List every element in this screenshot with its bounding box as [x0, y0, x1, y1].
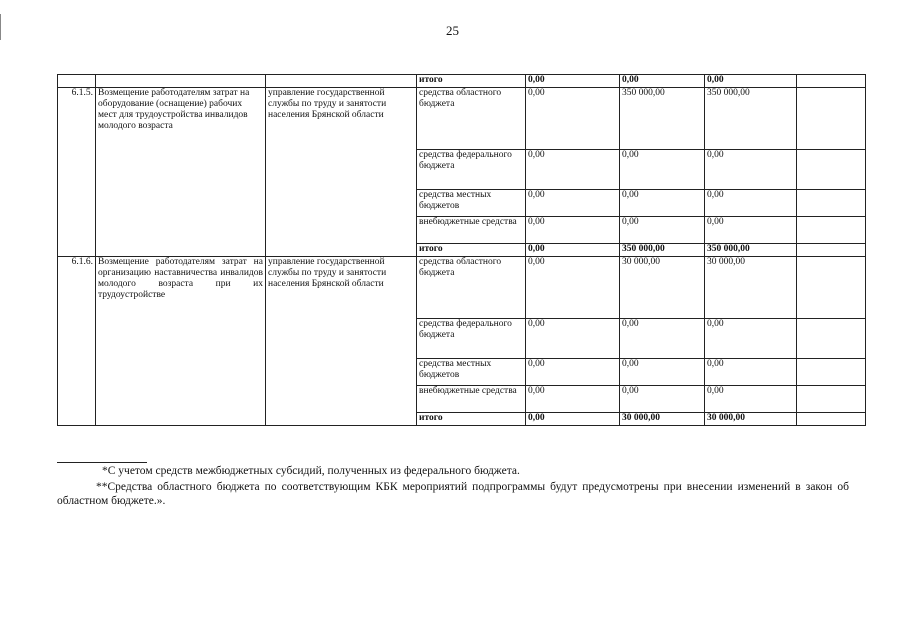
value-cell: 30 000,00 [705, 413, 797, 426]
value-cell: 0,00 [526, 386, 620, 413]
table-row [58, 88, 866, 150]
value-cell: 0,00 [705, 359, 797, 386]
value-cell: 30 000,00 [705, 257, 797, 319]
source-cell: внебюджетные средства [417, 217, 526, 244]
value-cell: 0,00 [526, 88, 620, 150]
value-cell: 350 000,00 [620, 88, 705, 150]
value-cell: 0,00 [526, 75, 620, 88]
source-cell: средства областного бюджета [417, 88, 526, 150]
source-cell: средства федерального бюджета [417, 319, 526, 359]
value-cell: 0,00 [526, 244, 620, 257]
value-cell: 30 000,00 [620, 257, 705, 319]
source-cell: средства областного бюджета [417, 257, 526, 319]
executor: управление государственной службы по труду и занятости населения Брянской области [266, 257, 417, 426]
value-cell: 0,00 [705, 190, 797, 217]
measure-description: Возмещение работодателям затрат на оборудование (оснащение) рабочих мест для трудоустройства инвалидов молодого возраста [96, 88, 266, 257]
source-cell: итого [417, 244, 526, 257]
value-cell: 0,00 [705, 386, 797, 413]
value-cell: 0,00 [705, 319, 797, 359]
measure-description: Возмещение работодателям затрат на организацию наставничества инвалидов молодого возраста при их трудоустройстве [96, 257, 266, 426]
footnote-separator [57, 462, 147, 463]
table-row-total-top [58, 75, 866, 88]
page-number: 25 [446, 23, 459, 38]
source-cell: средства местных бюджетов [417, 359, 526, 386]
item-number: 6.1.6. [58, 257, 96, 426]
value-cell: 0,00 [526, 190, 620, 217]
value-cell: 0,00 [526, 257, 620, 319]
value-cell: 30 000,00 [620, 413, 705, 426]
executor: управление государственной службы по труду и занятости населения Брянской области [266, 88, 417, 257]
value-cell: 0,00 [526, 359, 620, 386]
value-cell: 0,00 [620, 217, 705, 244]
footnote-2: **Средства областного бюджета по соответствующим КБК мероприятий подпрограммы будут предусмотрены при внесении изменений в закон об областном бюджете.». [57, 481, 849, 507]
value-cell: 0,00 [705, 75, 797, 88]
table-row [58, 257, 866, 319]
source-cell: средства местных бюджетов [417, 190, 526, 217]
value-cell: 0,00 [526, 150, 620, 190]
value-cell: 0,00 [705, 150, 797, 190]
value-cell: 0,00 [620, 190, 705, 217]
value-cell: 0,00 [620, 386, 705, 413]
value-cell: 0,00 [705, 217, 797, 244]
value-cell: 0,00 [620, 359, 705, 386]
source-cell: внебюджетные средства [417, 386, 526, 413]
source-cell: средства федерального бюджета [417, 150, 526, 190]
budget-table [57, 74, 866, 426]
value-cell: 0,00 [620, 75, 705, 88]
footnote-1: *С учетом средств межбюджетных субсидий, полученных из федерального бюджета. [102, 465, 520, 477]
value-cell: 350 000,00 [620, 244, 705, 257]
value-cell: 0,00 [620, 319, 705, 359]
source-cell: итого [417, 413, 526, 426]
value-cell: 350 000,00 [705, 244, 797, 257]
value-cell: 350 000,00 [705, 88, 797, 150]
value-cell: 0,00 [620, 150, 705, 190]
value-cell: 0,00 [526, 217, 620, 244]
value-cell: 0,00 [526, 413, 620, 426]
item-number: 6.1.5. [58, 88, 96, 257]
value-cell: 0,00 [526, 319, 620, 359]
source-cell: итого [417, 75, 526, 88]
